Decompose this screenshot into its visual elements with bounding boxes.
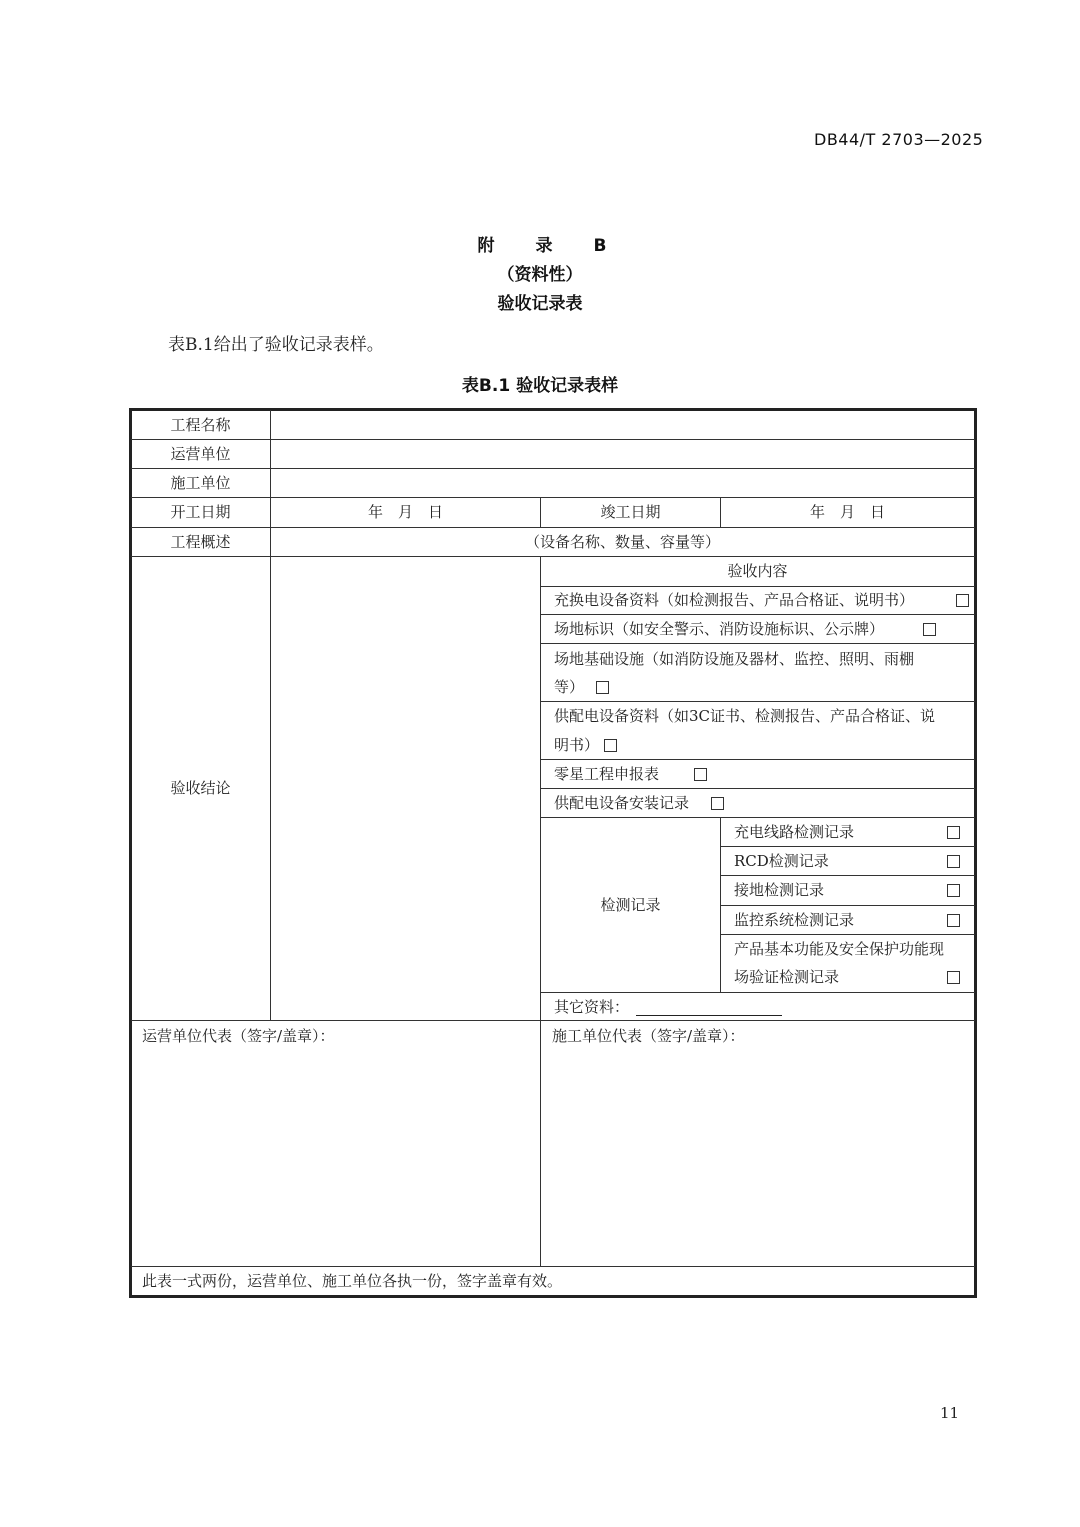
other-docs-underline [636, 1015, 782, 1016]
checkbox[interactable] [947, 884, 960, 897]
label-operator-rep: 运营单位代表（签字/盖章）： [142, 1027, 335, 1045]
label-start-date: 开工日期 [170, 503, 231, 521]
table-caption: 表B.1 验收记录表样 [461, 376, 619, 396]
label-project-name: 工程名称 [170, 416, 231, 434]
checkbox[interactable] [694, 768, 707, 781]
checkbox[interactable] [923, 623, 936, 636]
divider [540, 586, 975, 587]
inspection-item-cont [734, 967, 839, 987]
contractor-signature-area[interactable] [542, 1050, 972, 1264]
content-item [554, 764, 659, 784]
inspection-item-label: 接地检测记录 [734, 881, 825, 899]
label-contractor: 施工单位 [170, 474, 231, 492]
divider [131, 1266, 975, 1267]
divider [540, 643, 975, 644]
divider [540, 556, 541, 1020]
divider [540, 1020, 541, 1266]
checkbox[interactable] [947, 914, 960, 927]
content-item-label: 零星工程申报表 [554, 765, 660, 783]
overview-field[interactable]: （设备名称、数量、容量等） [524, 533, 720, 551]
divider [540, 992, 975, 993]
label-completion-date: 竣工日期 [600, 503, 661, 521]
table-border-bottom [129, 1295, 977, 1298]
label-other-docs: 其它资料： [554, 998, 630, 1016]
footer-note: 此表一式两份，运营单位、施工单位各执一份，签字盖章有效。 [142, 1272, 563, 1290]
content-item-label: 充换电设备资料（如检测报告、产品合格证、说明书） [554, 591, 915, 609]
divider [720, 846, 975, 847]
divider [720, 934, 975, 935]
inspection-item [734, 880, 824, 900]
divider [720, 905, 975, 906]
label-contractor-rep: 施工单位代表（签字/盖章）： [552, 1027, 745, 1045]
label-operator: 运营单位 [170, 445, 231, 463]
operator-field[interactable] [272, 444, 972, 464]
appendix-name: 验收记录表 [497, 294, 583, 314]
divider [720, 875, 975, 876]
checkbox[interactable] [711, 797, 724, 810]
content-item [554, 649, 914, 669]
contractor-field[interactable] [272, 473, 972, 493]
table-border-top [129, 408, 977, 411]
label-conclusion: 验收结论 [170, 779, 231, 797]
inspection-item-label: 场验证检测记录 [734, 968, 840, 986]
content-item [554, 793, 689, 813]
divider [131, 439, 975, 440]
appendix-title: 附 录 B [477, 236, 619, 256]
divider [540, 817, 975, 818]
divider [540, 614, 975, 615]
content-item-label: 供配电设备安装记录 [554, 794, 690, 812]
inspection-item-label: 监控系统检测记录 [734, 911, 855, 929]
divider [131, 527, 975, 528]
divider [131, 468, 975, 469]
content-item [554, 590, 914, 610]
inspection-item [734, 851, 829, 871]
divider [540, 788, 975, 789]
label-inspection: 检测记录 [600, 896, 661, 914]
project-name-field[interactable] [272, 415, 972, 435]
checkbox[interactable] [947, 855, 960, 868]
divider [720, 817, 721, 992]
inspection-item [734, 910, 854, 930]
conclusion-field[interactable] [272, 560, 538, 1018]
other-docs-field[interactable] [636, 997, 782, 1017]
content-item [554, 706, 935, 726]
content-item-label: 场地标识（如安全警示、消防设施标识、公示牌） [554, 620, 885, 638]
inspection-item-label: 产品基本功能及安全保护功能现 [734, 940, 945, 958]
divider [131, 497, 975, 498]
divider [131, 556, 975, 557]
divider [540, 701, 975, 702]
checkbox[interactable] [604, 739, 617, 752]
page-number: 11 [940, 1404, 960, 1422]
operator-signature-area[interactable] [132, 1050, 538, 1264]
inspection-item-label: 充电线路检测记录 [734, 823, 855, 841]
content-item [554, 619, 884, 639]
checkbox[interactable] [596, 681, 609, 694]
standard-code: DB44/T 2703—2025 [814, 130, 984, 149]
content-item-label: 场地基础设施（如消防设施及器材、监控、照明、雨棚 [554, 650, 915, 668]
divider [540, 759, 975, 760]
intro-text: 表B.1给出了验收记录表样。 [168, 335, 384, 355]
content-item-label: 明书） [554, 736, 600, 754]
completion-date-field[interactable]: 年 月 日 [809, 503, 885, 521]
inspection-item [734, 939, 944, 959]
content-item-cont [554, 735, 599, 755]
table-border-right [974, 408, 977, 1298]
inspection-item [734, 822, 854, 842]
divider [131, 1020, 975, 1021]
appendix-nature: （资料性） [497, 265, 583, 285]
checkbox[interactable] [947, 826, 960, 839]
inspection-item-label: RCD检测记录 [734, 852, 829, 870]
start-date-field[interactable]: 年 月 日 [367, 503, 443, 521]
content-item-cont [554, 677, 584, 697]
label-overview: 工程概述 [170, 533, 231, 551]
content-item-label: 等） [554, 678, 585, 696]
checkbox[interactable] [947, 971, 960, 984]
checkbox[interactable] [956, 594, 969, 607]
content-item-label: 供配电设备资料（如3C证书、检测报告、产品合格证、说 [554, 707, 936, 725]
content-header: 验收内容 [727, 562, 788, 580]
